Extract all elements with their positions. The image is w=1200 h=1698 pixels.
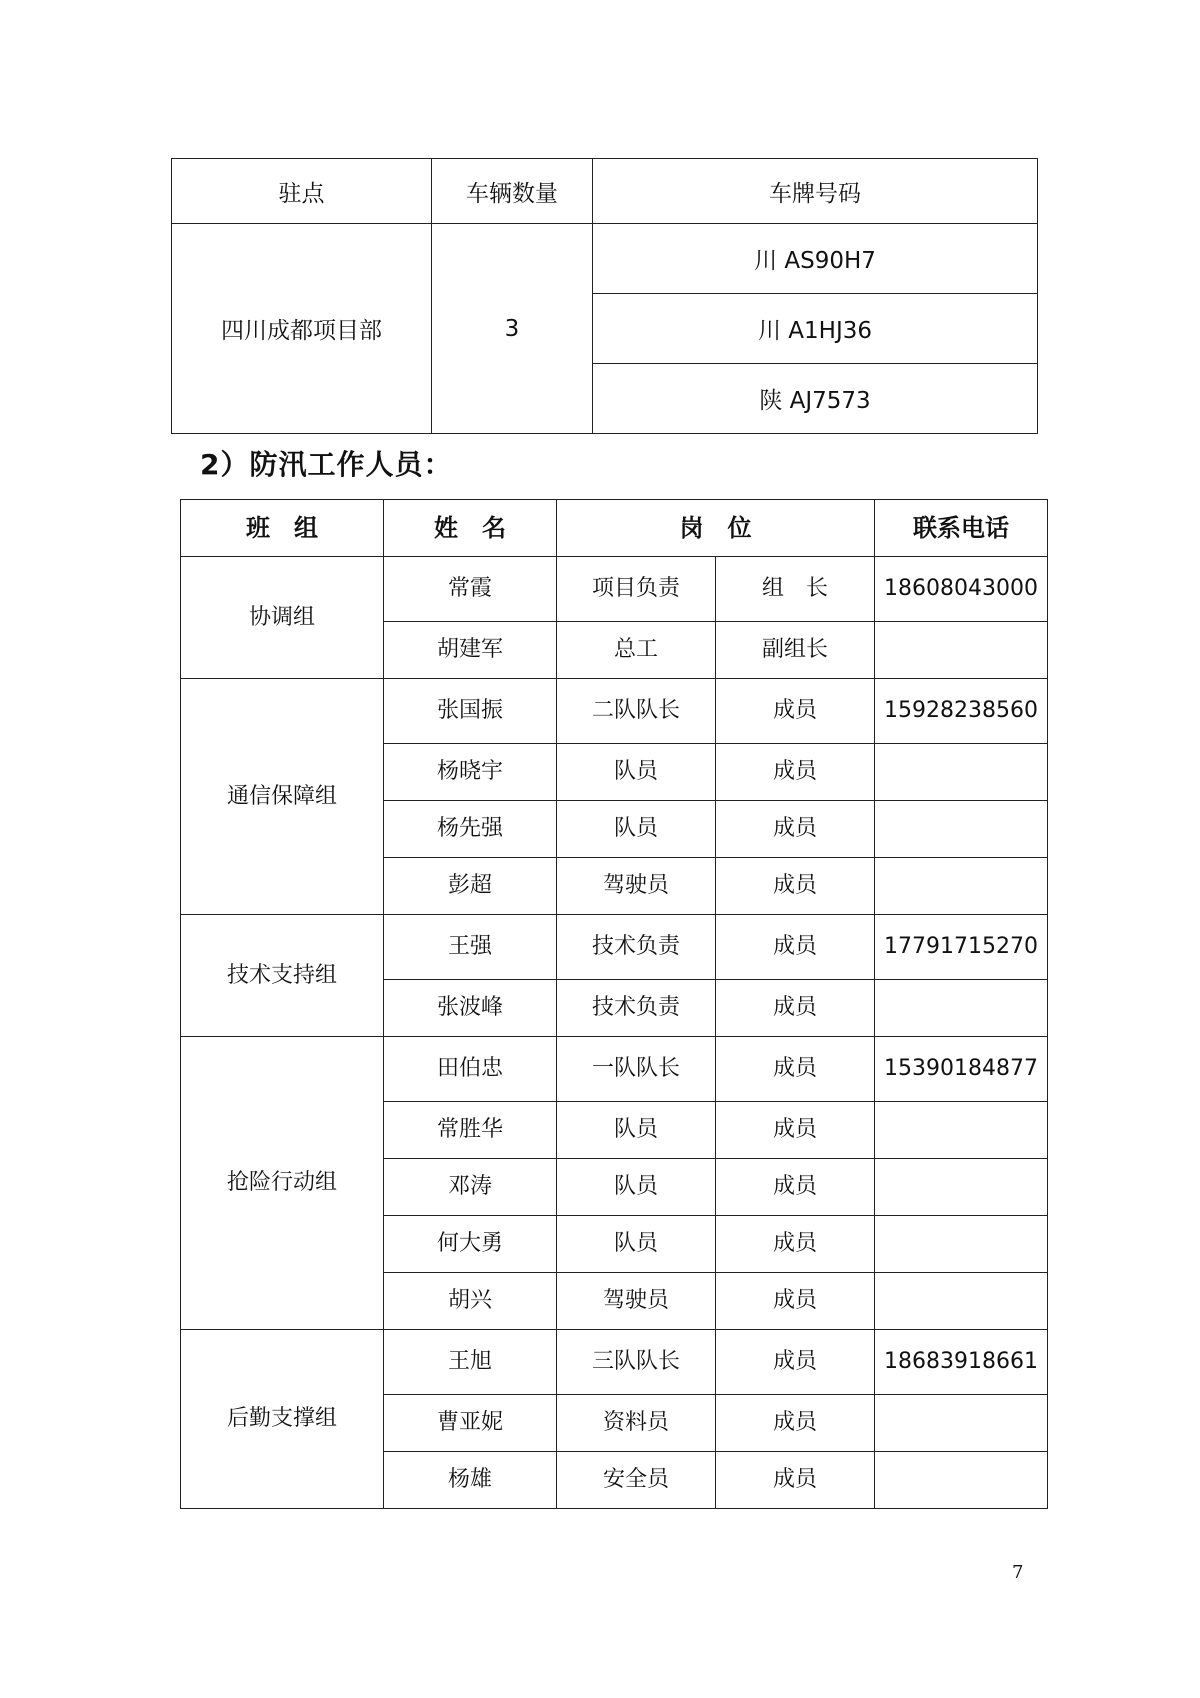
member-name-cell: 何大勇 [384,1216,557,1273]
staff-table [180,499,1048,1509]
vehicle-table-header [172,159,1038,224]
group-name-cell: 通信保障组 [181,679,384,915]
member-name-cell: 彭超 [384,858,557,915]
member-phone-cell [875,744,1048,801]
vehicle-row [172,224,1038,294]
member-phone-cell: 18683918661 [875,1330,1048,1395]
header-group: 班 组 [181,500,384,557]
vehicle-table [171,158,1038,434]
member-name-cell: 杨先强 [384,801,557,858]
group-name-cell: 抢险行动组 [181,1037,384,1330]
member-name-cell: 王强 [384,915,557,980]
member-name-cell: 常霞 [384,557,557,622]
member-phone-cell: 17791715270 [875,915,1048,980]
staff-row [181,915,1048,980]
member-phone-cell: 15928238560 [875,679,1048,744]
member-role-cell: 成员 [716,1037,875,1102]
member-post-cell: 资料员 [557,1395,716,1452]
header-vehicle-count: 车辆数量 [432,159,593,224]
plate-cell: 陕 AJ7573 [593,364,1038,434]
member-phone-cell [875,801,1048,858]
member-role-cell: 成员 [716,801,875,858]
member-role-cell: 成员 [716,1330,875,1395]
member-name-cell: 常胜华 [384,1102,557,1159]
member-post-cell: 项目负责 [557,557,716,622]
member-post-cell: 队员 [557,1216,716,1273]
member-name-cell: 张国振 [384,679,557,744]
staff-row [181,679,1048,744]
member-name-cell: 胡建军 [384,622,557,679]
group-name-cell: 技术支持组 [181,915,384,1037]
member-phone-cell [875,1216,1048,1273]
member-role-cell: 成员 [716,1216,875,1273]
member-role-cell: 成员 [716,1273,875,1330]
member-name-cell: 王旭 [384,1330,557,1395]
member-post-cell: 驾驶员 [557,1273,716,1330]
member-post-cell: 驾驶员 [557,858,716,915]
staff-table-header [181,500,1048,557]
member-post-cell: 技术负责 [557,980,716,1037]
member-phone-cell: 15390184877 [875,1037,1048,1102]
member-phone-cell [875,1102,1048,1159]
member-post-cell: 安全员 [557,1452,716,1509]
section-title: 2）防汛工作人员： [200,448,453,481]
header-post: 岗 位 [557,500,875,557]
member-role-cell: 成员 [716,1452,875,1509]
vehicle-count-cell: 3 [432,224,593,434]
member-role-cell: 成员 [716,858,875,915]
member-role-cell: 组 长 [716,557,875,622]
member-post-cell: 队员 [557,1159,716,1216]
member-role-cell: 成员 [716,980,875,1037]
member-name-cell: 田伯忠 [384,1037,557,1102]
member-phone-cell [875,858,1048,915]
member-name-cell: 张波峰 [384,980,557,1037]
member-role-cell: 成员 [716,744,875,801]
member-post-cell: 一队队长 [557,1037,716,1102]
member-phone-cell: 18608043000 [875,557,1048,622]
member-role-cell: 成员 [716,679,875,744]
member-phone-cell [875,1273,1048,1330]
staff-row [181,1037,1048,1102]
member-name-cell: 杨雄 [384,1452,557,1509]
member-name-cell: 胡兴 [384,1273,557,1330]
group-name-cell: 后勤支撑组 [181,1330,384,1509]
header-phone: 联系电话 [875,500,1048,557]
member-phone-cell [875,1395,1048,1452]
member-post-cell: 队员 [557,744,716,801]
member-role-cell: 成员 [716,1159,875,1216]
plate-cell: 川 A1HJ36 [593,294,1038,364]
member-role-cell: 副组长 [716,622,875,679]
member-post-cell: 队员 [557,801,716,858]
member-role-cell: 成员 [716,915,875,980]
header-name: 姓 名 [384,500,557,557]
header-plate-number: 车牌号码 [593,159,1038,224]
member-name-cell: 曹亚妮 [384,1395,557,1452]
plate-cell: 川 AS90H7 [593,224,1038,294]
member-phone-cell [875,622,1048,679]
member-name-cell: 杨晓宇 [384,744,557,801]
header-station: 驻点 [172,159,432,224]
member-name-cell: 邓涛 [384,1159,557,1216]
member-role-cell: 成员 [716,1395,875,1452]
page-number: 7 [1012,1562,1024,1583]
group-name-cell: 协调组 [181,557,384,679]
member-phone-cell [875,1452,1048,1509]
member-post-cell: 队员 [557,1102,716,1159]
member-post-cell: 二队队长 [557,679,716,744]
member-role-cell: 成员 [716,1102,875,1159]
member-post-cell: 总工 [557,622,716,679]
station-cell: 四川成都项目部 [172,224,432,434]
member-phone-cell [875,980,1048,1037]
member-post-cell: 技术负责 [557,915,716,980]
staff-row [181,1330,1048,1395]
member-post-cell: 三队队长 [557,1330,716,1395]
member-phone-cell [875,1159,1048,1216]
staff-row [181,557,1048,622]
